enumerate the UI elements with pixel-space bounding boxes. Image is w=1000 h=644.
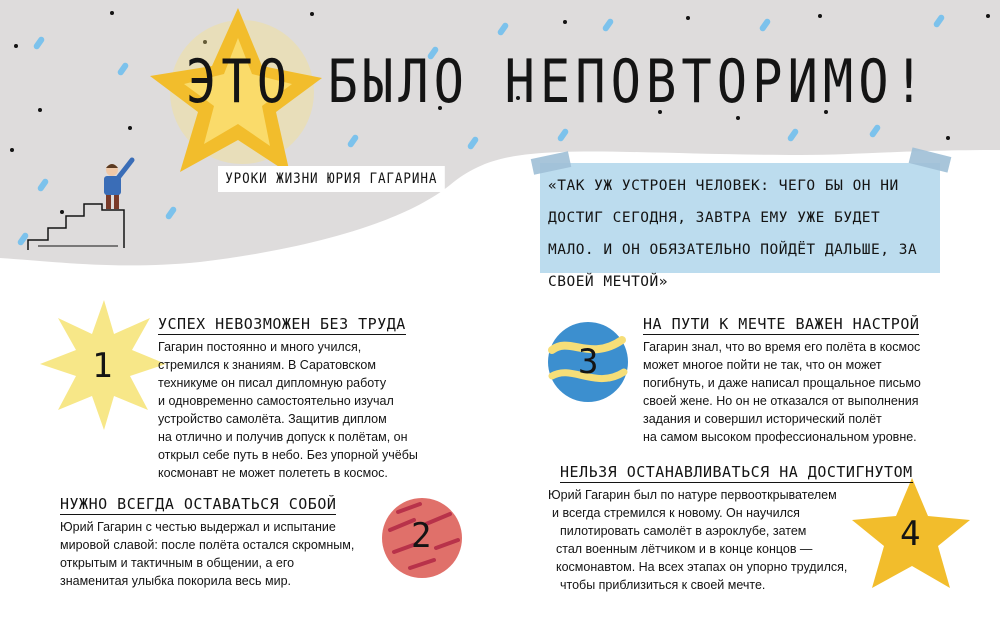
lesson-2-title-text: НУЖНО ВСЕГДА ОСТАВАТЬСЯ СОБОЙ	[60, 495, 337, 513]
lesson-number-3: 3	[578, 342, 599, 382]
lesson-1-line: и одновременно самостоятельно изучал	[158, 394, 394, 408]
lesson-4-title-text: НЕЛЬЗЯ ОСТАНАВЛИВАТЬСЯ НА ДОСТИГНУТОМ	[560, 463, 913, 481]
lesson-1-line: на отлично и получив допуск к полётам, он	[158, 430, 408, 444]
lesson-1-title-text: УСПЕХ НЕВОЗМОЖЕН БЕЗ ТРУДА	[158, 315, 406, 333]
lesson-4-line: пилотировать самолёт в аэроклубе, затем	[560, 524, 807, 538]
lesson-4-line: Юрий Гагарин был по натуре первооткрывателем	[548, 488, 837, 502]
lesson-3-title	[643, 314, 919, 334]
lesson-number-1: 1	[92, 346, 113, 386]
lesson-1-line: техникуме он писал дипломную работу	[158, 376, 387, 390]
lesson-4-body	[548, 486, 847, 594]
lesson-4-title	[560, 462, 913, 482]
lesson-3-line: на самом высоком профессиональном уровне.	[643, 430, 917, 444]
lesson-2-line: Юрий Гагарин с честью выдержал и испытание	[60, 520, 336, 534]
lesson-1-line: стремился к знаниям. В Саратовском	[158, 358, 376, 372]
lesson-4-line: и всегда стремился к новому. Он научился	[552, 506, 800, 520]
lesson-3-line: своей жене. Но он не отказался от выполнения	[643, 394, 919, 408]
quote-text: «ТАК УЖ УСТРОЕН ЧЕЛОВЕК: ЧЕГО БЫ ОН НИ ДОСТИГ СЕГОДНЯ, ЗАВТРА ЕМУ УЖЕ БУДЕТ МАЛО. И ОН ОБЯЗАТЕЛЬНО ПОЙДЁТ ДАЛЬШЕ, ЗА СВОЕЙ МЕЧТОЙ»	[548, 178, 918, 290]
lesson-1-line: открыл себе путь в небо. Без упорной учёбы	[158, 448, 418, 462]
lesson-4-line: чтобы приблизиться к своей мечте.	[560, 578, 766, 592]
lesson-3-line: погибнуть, и даже написал прощальное письмо	[643, 376, 921, 390]
lesson-3-line: может многое пойти не так, что он может	[643, 358, 882, 372]
lesson-2-title	[60, 494, 336, 514]
lesson-3-body	[643, 338, 921, 446]
lesson-2-line: открытым и тактичным в общении, а его	[60, 556, 295, 570]
lesson-4-line: стал военным лётчиком и в конце концов —	[556, 542, 813, 556]
lesson-3-line: Гагарин знал, что во время его полёта в космос	[643, 340, 921, 354]
lesson-1-body	[158, 338, 418, 482]
lesson-1-line: космонавт не может полететь в космос.	[158, 466, 388, 480]
lesson-2-line: мировой славой: после полёта остался скромным,	[60, 538, 355, 552]
lesson-1-title	[158, 314, 406, 334]
lesson-3-line: задания и совершил исторический полёт	[643, 412, 882, 426]
lesson-1-line: Гагарин постоянно и много учился,	[158, 340, 362, 354]
lesson-number-2: 2	[411, 516, 432, 556]
lesson-3-title-text: НА ПУТИ К МЕЧТЕ ВАЖЕН НАСТРОЙ	[643, 315, 920, 333]
lesson-2-body	[60, 518, 354, 590]
page-title: ЭТО БЫЛО НЕПОВТОРИМО!	[186, 47, 930, 117]
lesson-1-line: устройство самолёта. Защитив диплом	[158, 412, 387, 426]
lesson-number-4: 4	[900, 514, 921, 554]
lesson-2-line: знаменитая улыбка покорила весь мир.	[60, 574, 291, 588]
page-subtitle: УРОКИ ЖИЗНИ ЮРИЯ ГАГАРИНА	[218, 166, 445, 192]
lesson-4-line: космонавтом. На всех этапах он упорно трудился,	[556, 560, 848, 574]
